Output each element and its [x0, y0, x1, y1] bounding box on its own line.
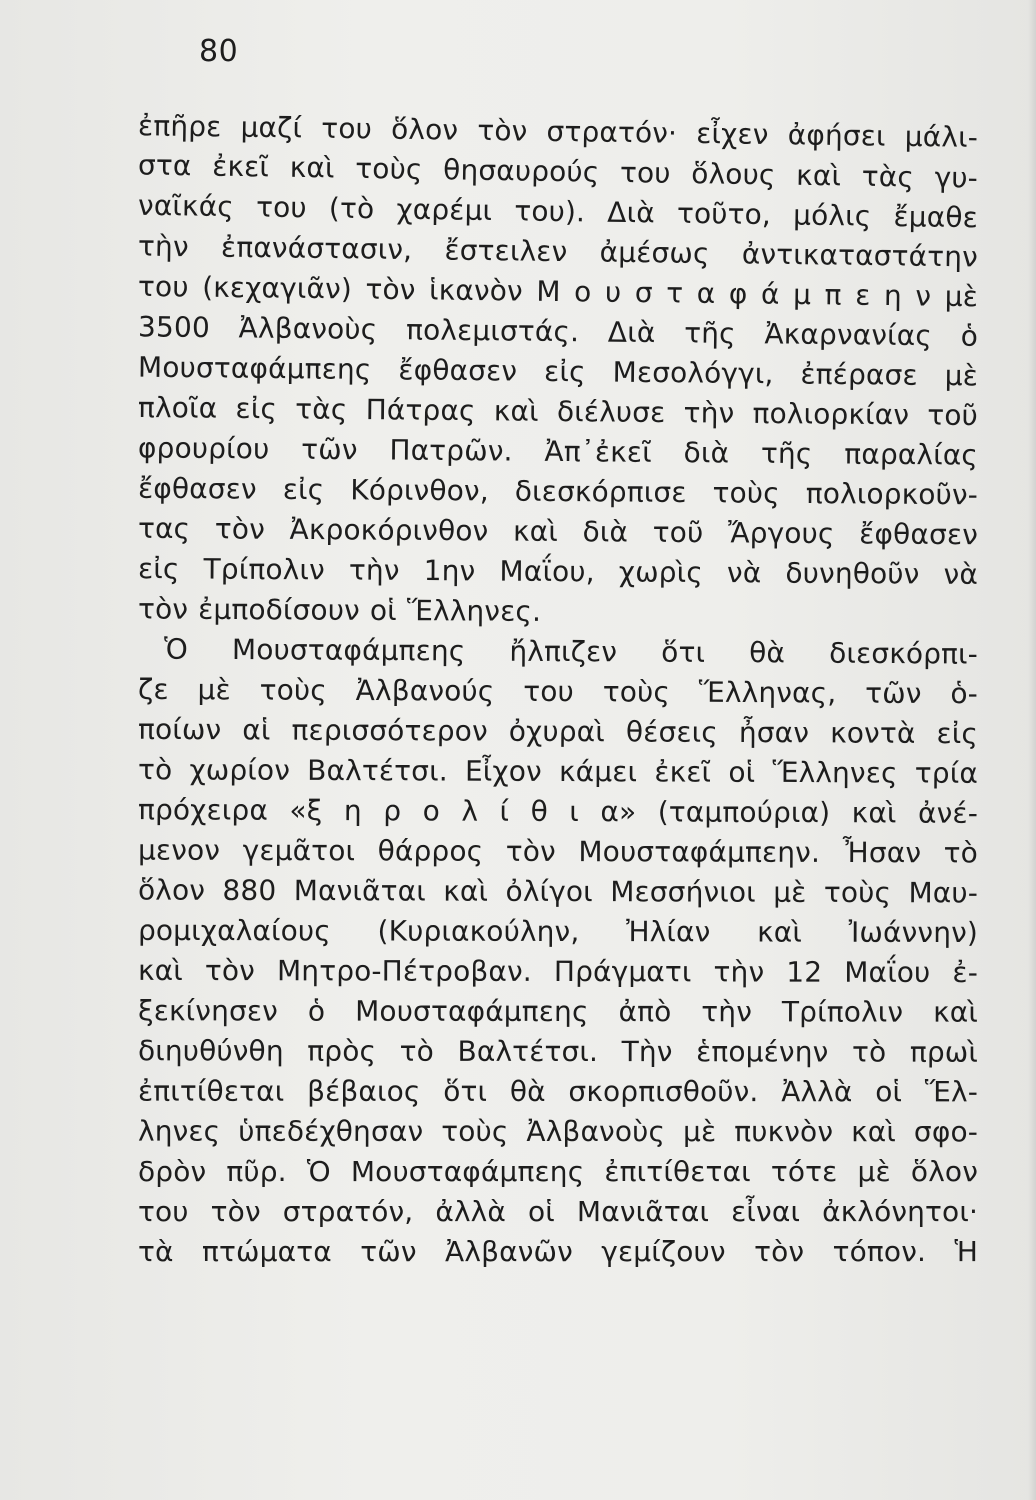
- page-number: 80: [199, 34, 239, 69]
- text-line: ἐπῆρε μαζί του ὅλον τὸν στρατόν· εἶχεν ἀφήσει μάλι-: [137, 109, 979, 154]
- text-line: ξεκίνησεν ὁ Μουσταφάμπεης ἀπὸ τὴν Τρίπολιν καὶ: [137, 994, 979, 1029]
- text-line: εἰς Τρίπολιν τὴν 1ην Μαΐου, χωρὶς νὰ δυνηθοῦν νὰ: [137, 552, 979, 591]
- text-block: [137, 109, 979, 1272]
- text-line: τὴν ἐπανάστασιν, ἔστειλεν ἀμέσως ἀντικαταστάτην: [137, 229, 979, 274]
- text-line: του (κεχαγιᾶν) τὸν ἱκανὸν Μ ο υ σ τ α φ ά μ π ε η ν μὲ: [137, 269, 979, 314]
- text-line: καὶ τὸν Μητρο-Πέτροβαν. Πράγματι τὴν 12 Μαΐου ἐ-: [137, 953, 979, 990]
- text-line: Ὁ Μουσταφάμπεης ἤλπιζεν ὅτι θὰ διεσκόρπι-: [163, 632, 979, 671]
- text-line: φρουρίου τῶν Πατρῶν. Ἀπ᾽ἐκεῖ διὰ τῆς παραλίας: [137, 431, 979, 472]
- text-line: τας τὸν Ἀκροκόρινθον καὶ διὰ τοῦ Ἄργους ἔφθασεν: [137, 511, 979, 552]
- text-line: μενον γεμᾶτοι θάρρος τὸν Μουσταφάμπεην. Ἦσαν τὸ: [137, 833, 979, 870]
- text-line: δρὸν πῦρ. Ὁ Μουσταφάμπεης ἐπιτίθεται τότε μὲ ὅλον: [138, 1155, 978, 1188]
- text-line: πλοῖα εἰς τὰς Πάτρας καὶ διέλυσε τὴν πολιορκίαν τοῦ: [137, 390, 979, 433]
- text-line: τὸν ἐμποδίσουν οἱ Ἕλληνες.: [137, 592, 542, 628]
- text-line: του τὸν στρατόν, ἀλλὰ οἱ Μανιᾶται εἶναι ἀκλόνητοι·: [138, 1195, 978, 1228]
- text-line: ἐπιτίθεται βέβαιος ὅτι θὰ σκορπισθοῦν. Ἀλλὰ οἱ Ἕλ-: [137, 1074, 979, 1109]
- text-line: ρομιχαλαίους (Κυριακούλην, Ἠλίαν καὶ Ἰωάννην): [137, 913, 979, 950]
- text-line: 3500 Ἀλβανοὺς πολεμιστάς. Διὰ τῆς Ἀκαρνανίας ὁ: [137, 310, 979, 353]
- text-line: διηυθύνθη πρὸς τὸ Βαλτέτσι. Τὴν ἑπομένην τὸ πρωὶ: [137, 1034, 979, 1069]
- text-line: στα ἐκεῖ καὶ τοὺς θησαυρούς του ὅλους καὶ τὰς γυ-: [137, 148, 979, 195]
- text-line: πρόχειρα «ξ η ρ ο λ ί θ ι α» (ταμπούρια) καὶ ἀνέ-: [137, 793, 979, 830]
- text-line: ὅλον 880 Μανιᾶται καὶ ὀλίγοι Μεσσήνιοι μὲ τοὺς Μαυ-: [137, 873, 979, 910]
- text-line: ληνες ὑπεδέχθησαν τοὺς Ἀλβανοὺς μὲ πυκνὸν καὶ σφο-: [137, 1114, 979, 1149]
- text-line: ποίων αἱ περισσότερον ὀχυραὶ θέσεις ἦσαν κοντὰ εἰς: [137, 712, 979, 751]
- text-line: τὰ πτώματα τῶν Ἀλβανῶν γεμίζουν τὸν τόπον. Ἡ: [138, 1235, 978, 1268]
- text-line: ναῖκάς του (τὸ χαρέμι του). Διὰ τοῦτο, μόλις ἔμαθε: [137, 188, 979, 235]
- text-line: ζε μὲ τοὺς Ἀλβανούς του τοὺς Ἕλληνας, τῶν ὁ-: [137, 672, 979, 711]
- text-line: ἔφθασεν εἰς Κόρινθον, διεσκόρπισε τοὺς πολιορκοῦν-: [137, 471, 979, 512]
- text-line: Μουσταφάμπεης ἔφθασεν εἰς Μεσολόγγι, ἐπέρασε μὲ: [137, 350, 979, 393]
- page-edge-shadow: [1028, 0, 1036, 1500]
- text-line: τὸ χωρίον Βαλτέτσι. Εἶχον κάμει ἐκεῖ οἱ Ἕλληνες τρία: [137, 753, 979, 790]
